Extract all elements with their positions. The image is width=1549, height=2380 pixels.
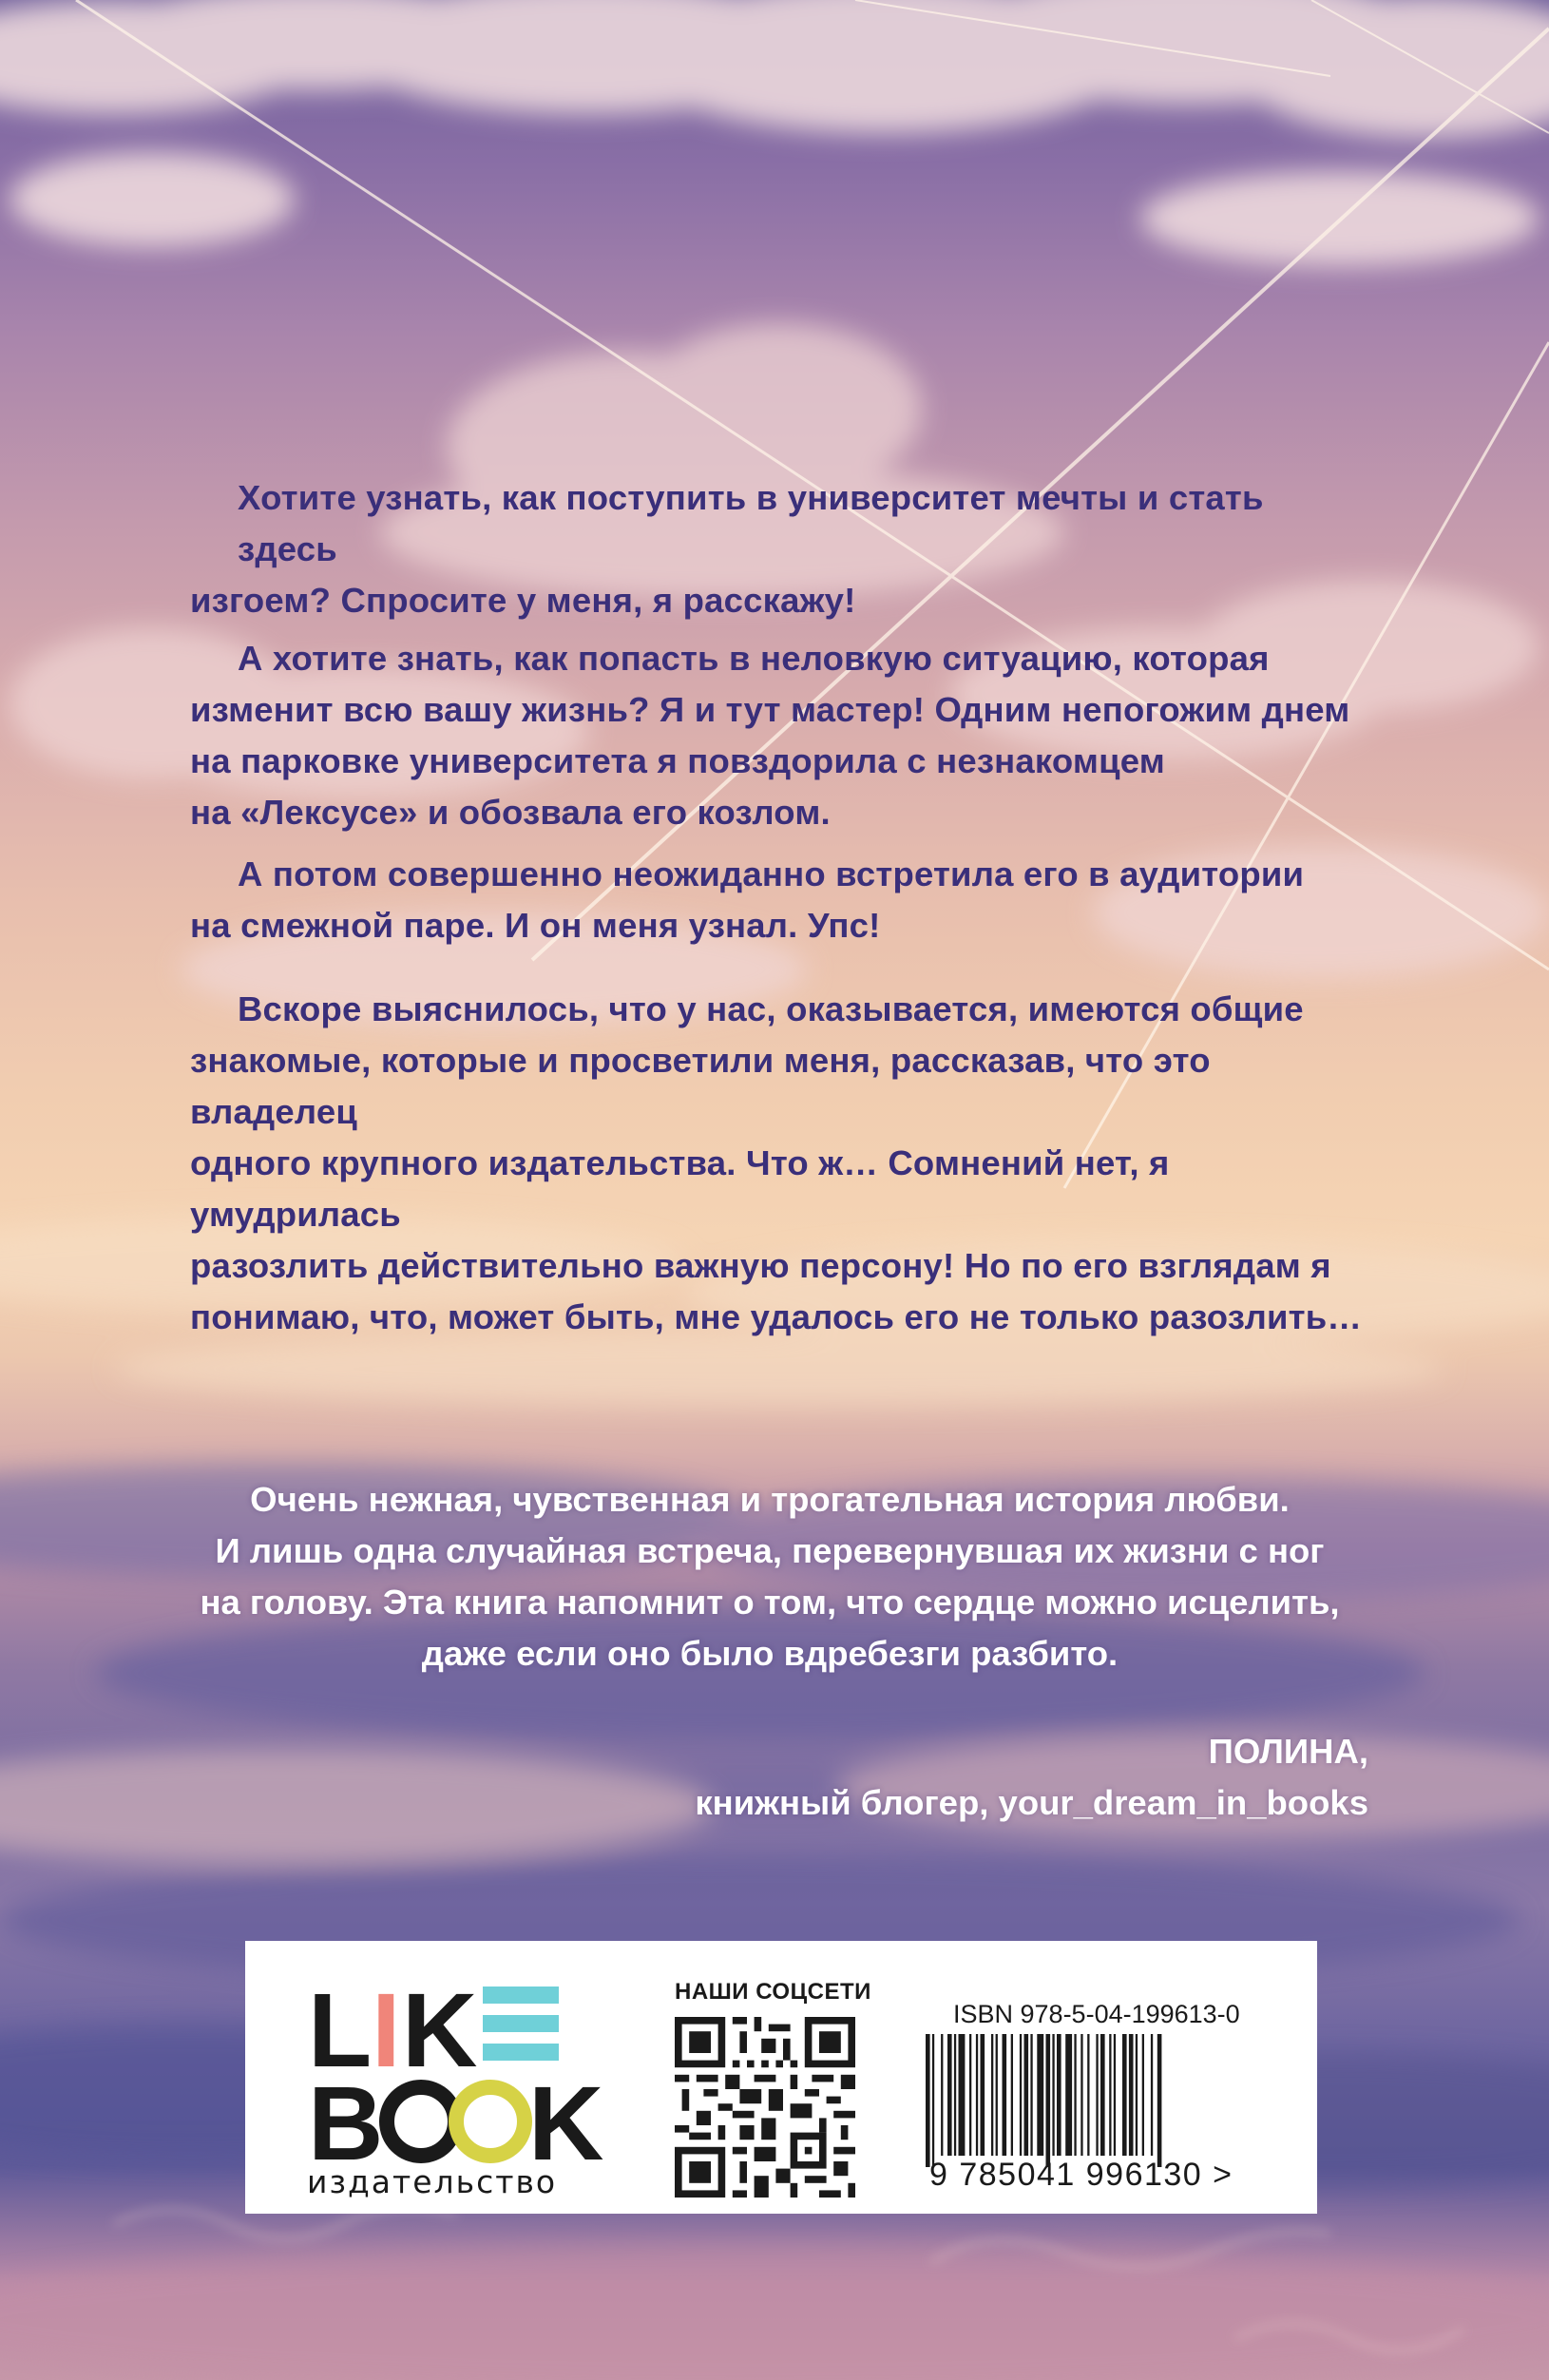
logo-letter: K	[402, 1972, 474, 2089]
barcode-bar	[1052, 2034, 1054, 2156]
social-label: НАШИ СОЦСЕТИ	[675, 1979, 871, 2005]
barcode-bar	[932, 2034, 934, 2167]
barcode-bar	[1074, 2034, 1076, 2156]
barcode-bar	[1129, 2034, 1134, 2156]
reviewer-name: ПОЛИНА,	[1208, 1732, 1368, 1771]
logo-letter: I	[372, 1972, 397, 2089]
logo-letter: K	[528, 2065, 601, 2182]
barcode-bar	[1011, 2034, 1013, 2156]
barcode-bar	[1037, 2034, 1043, 2156]
blurb-line: на парковке университета я повздорила с незнакомцем	[190, 741, 1165, 780]
publisher-label: издательство	[307, 2163, 558, 2200]
blurb-line: одного крупного издательства. Что ж… Сомнений нет, я умудрилась	[190, 1143, 1170, 1234]
barcode-bar	[1114, 2034, 1116, 2156]
barcode-bar	[1136, 2034, 1138, 2156]
blurb-line: изгоем? Спросите у меня, я расскажу!	[190, 581, 856, 620]
blurb-paragraph-3	[190, 849, 1368, 951]
barcode-bar	[1020, 2034, 1022, 2156]
blurb-line: А потом совершенно неожиданно встретила его в аудитории	[238, 854, 1305, 893]
barcode-digits: 9 785041 996130 >	[929, 2157, 1233, 2193]
logo-o-ring	[449, 2080, 532, 2163]
barcode-bar	[1003, 2034, 1007, 2156]
barcode-bar	[947, 2034, 952, 2156]
logo-letter: L	[308, 1972, 369, 2089]
blurb-line: на смежной паре. И он меня узнал. Упс!	[190, 906, 881, 945]
barcode-bar	[954, 2034, 956, 2156]
logo-letter: B	[308, 2065, 380, 2182]
barcode-bar	[941, 2034, 943, 2156]
barcode-bar	[976, 2034, 978, 2156]
publisher-info-box	[245, 1941, 1317, 2214]
barcode-bar	[991, 2034, 993, 2156]
blurb-line: Вскоре выяснилось, что у нас, оказывается, имеются общие	[238, 989, 1304, 1028]
barcode-bar	[1057, 2034, 1061, 2156]
barcode-bar	[926, 2034, 930, 2167]
barcode-bar	[1100, 2034, 1105, 2156]
barcode-bar	[959, 2034, 966, 2156]
clouds-top	[0, 0, 1549, 266]
blurb-paragraph-2	[190, 633, 1368, 838]
isbn-number: ISBN 978-5-04-199613-0	[953, 2000, 1240, 2028]
barcode-bar	[1096, 2034, 1098, 2156]
barcode-bar	[1122, 2034, 1127, 2156]
barcode-bar	[1030, 2034, 1032, 2156]
barcode-bar	[1046, 2034, 1051, 2167]
logo-e-bar	[483, 1987, 559, 2004]
barcode-bar	[981, 2034, 985, 2156]
barcode-bar	[1065, 2034, 1072, 2156]
logo-e-bar	[483, 2015, 559, 2032]
blurb-paragraph-4	[190, 984, 1368, 1343]
blurb-line: разозлить действительно важную персону! Но по его взглядам я	[190, 1246, 1331, 1285]
blurb-line: Хотите узнать, как поступить в университет мечты и стать здесь	[238, 478, 1264, 568]
barcode-bar	[996, 2034, 998, 2156]
review-line: на голову. Эта книга напомнит о том, что сердце можно исцелить,	[200, 1583, 1340, 1622]
barcode-bar	[1142, 2034, 1144, 2156]
barcode-bar	[1087, 2034, 1089, 2156]
blurb-line: знакомые, которые и просветили меня, рассказав, что это владелец	[190, 1041, 1211, 1131]
barcode-bar	[969, 2034, 971, 2156]
blurb-line: изменит всю вашу жизнь? Я и тут мастер! Одним непогожим днем	[190, 690, 1350, 729]
review-line: Очень нежная, чувственная и трогательная история любви.	[250, 1480, 1290, 1519]
barcode-icon	[918, 2034, 1270, 2167]
barcode-bar	[1151, 2034, 1153, 2156]
review-line: даже если оно было вдребезги разбито.	[421, 1634, 1119, 1673]
blurb-line: понимаю, что, может быть, мне удалось его не только разозлить…	[190, 1297, 1363, 1336]
blurb-line: А хотите знать, как попасть в неловкую ситуацию, которая	[238, 639, 1270, 678]
review-quote	[133, 1474, 1406, 1679]
reviewer-signature	[695, 1726, 1368, 1829]
qr-code-icon[interactable]	[675, 2017, 855, 2198]
barcode-bar	[1080, 2034, 1082, 2156]
blurb-line: на «Лексусе» и обозвала его козлом.	[190, 793, 831, 832]
blurb-paragraph-1	[190, 472, 1368, 626]
logo-e-bar	[483, 2044, 559, 2061]
barcode-bar	[1024, 2034, 1029, 2156]
reviewer-role: книжный блогер, your_dream_in_books	[695, 1783, 1368, 1822]
review-line: И лишь одна случайная встреча, перевернувшая их жизни с ног	[215, 1531, 1325, 1570]
barcode-bar	[1157, 2034, 1162, 2167]
barcode-bar	[1109, 2034, 1111, 2156]
